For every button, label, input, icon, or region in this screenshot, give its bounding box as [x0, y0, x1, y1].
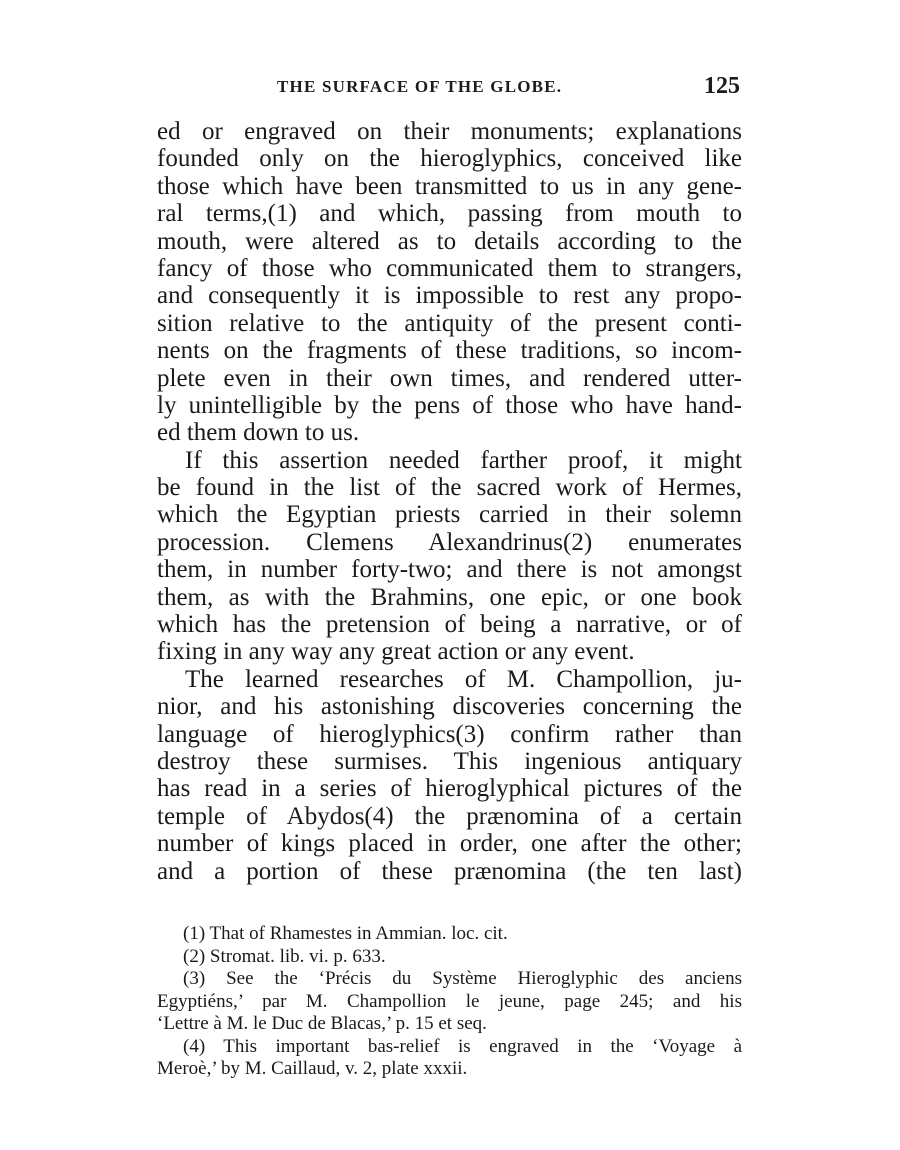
body-line: destroy these surmises. This ingenious antiquary: [157, 747, 742, 775]
footnote-3-cont: Egyptiéns,’ par M. Champollion le jeune, page 245; and his: [157, 990, 742, 1012]
body-line: mouth, were altered as to details according to the: [157, 227, 742, 255]
body-line: language of hieroglyphics(3) confirm rather than: [157, 720, 742, 748]
page-number: 125: [704, 73, 740, 99]
body-line: temple of Abydos(4) the prænomina of a certain: [157, 802, 742, 830]
body-line: those which have been transmitted to us in any gene-: [157, 172, 742, 200]
footnote-4-cont: Meroè,’ by M. Caillaud, v. 2, plate xxxii.: [157, 1058, 468, 1079]
running-title: THE SURFACE OF THE GLOBE.: [277, 77, 563, 96]
body-line: procession. Clemens Alexandrinus(2) enumerates: [157, 528, 742, 556]
footnotes: [157, 923, 742, 1081]
body-line: has read in a series of hieroglyphical pictures of the: [157, 775, 742, 803]
body-line: ly unintelligible by the pens of those who have hand-: [157, 391, 742, 419]
body-line: fancy of those who communicated them to strangers,: [157, 254, 742, 282]
footnote-2: (2) Stromat. lib. vi. p. 633.: [183, 945, 386, 967]
body-line: ed or engraved on their monuments; explanations: [157, 118, 742, 145]
body-line: them, in number forty-two; and there is not amongst: [157, 556, 742, 584]
paragraph-start-line: If this assertion needed farther proof, it might: [185, 446, 742, 474]
footnote-3: (3) See the ‘Précis du Système Hieroglyphic des anciens: [183, 968, 742, 989]
body-line: and a portion of these prænomina (the ten last): [157, 857, 742, 885]
body-line: which has the pretension of being a narrative, or of: [157, 611, 742, 639]
body-line: fixing in any way any great action or any event.: [157, 638, 635, 666]
body-line: nents on the fragments of these traditions, so incom-: [157, 337, 742, 365]
running-head: [157, 74, 742, 104]
body-line: nior, and his astonishing discoveries concerning the: [157, 693, 742, 721]
body-line: founded only on the hieroglyphics, conceived like: [157, 145, 742, 173]
body-line: plete even in their own times, and rendered utter-: [157, 364, 742, 392]
body-line: be found in the list of the sacred work of Hermes,: [157, 474, 742, 502]
body-line: ed them down to us.: [157, 419, 360, 447]
footnote-1: (1) That of Rhamestes in Ammian. loc. cit.: [183, 923, 508, 944]
body-line: which the Egyptian priests carried in their solemn: [157, 501, 742, 529]
body-line: sition relative to the antiquity of the present conti-: [157, 309, 742, 337]
body-line: and consequently it is impossible to rest any propo-: [157, 282, 742, 310]
body-line: ral terms,(1) and which, passing from mouth to: [157, 200, 742, 228]
body-line: them, as with the Brahmins, one epic, or one book: [157, 583, 742, 611]
footnote-4: (4) This important bas-relief is engraved in the ‘Voyage à: [183, 1035, 742, 1057]
body-text: [157, 118, 742, 885]
body-line: number of kings placed in order, one after the other;: [157, 830, 742, 858]
footnote-3-cont: ‘Lettre à M. le Duc de Blacas,’ p. 15 et seq.: [157, 1013, 487, 1034]
paragraph-start-line: The learned researches of M. Champollion, ju-: [185, 665, 742, 693]
